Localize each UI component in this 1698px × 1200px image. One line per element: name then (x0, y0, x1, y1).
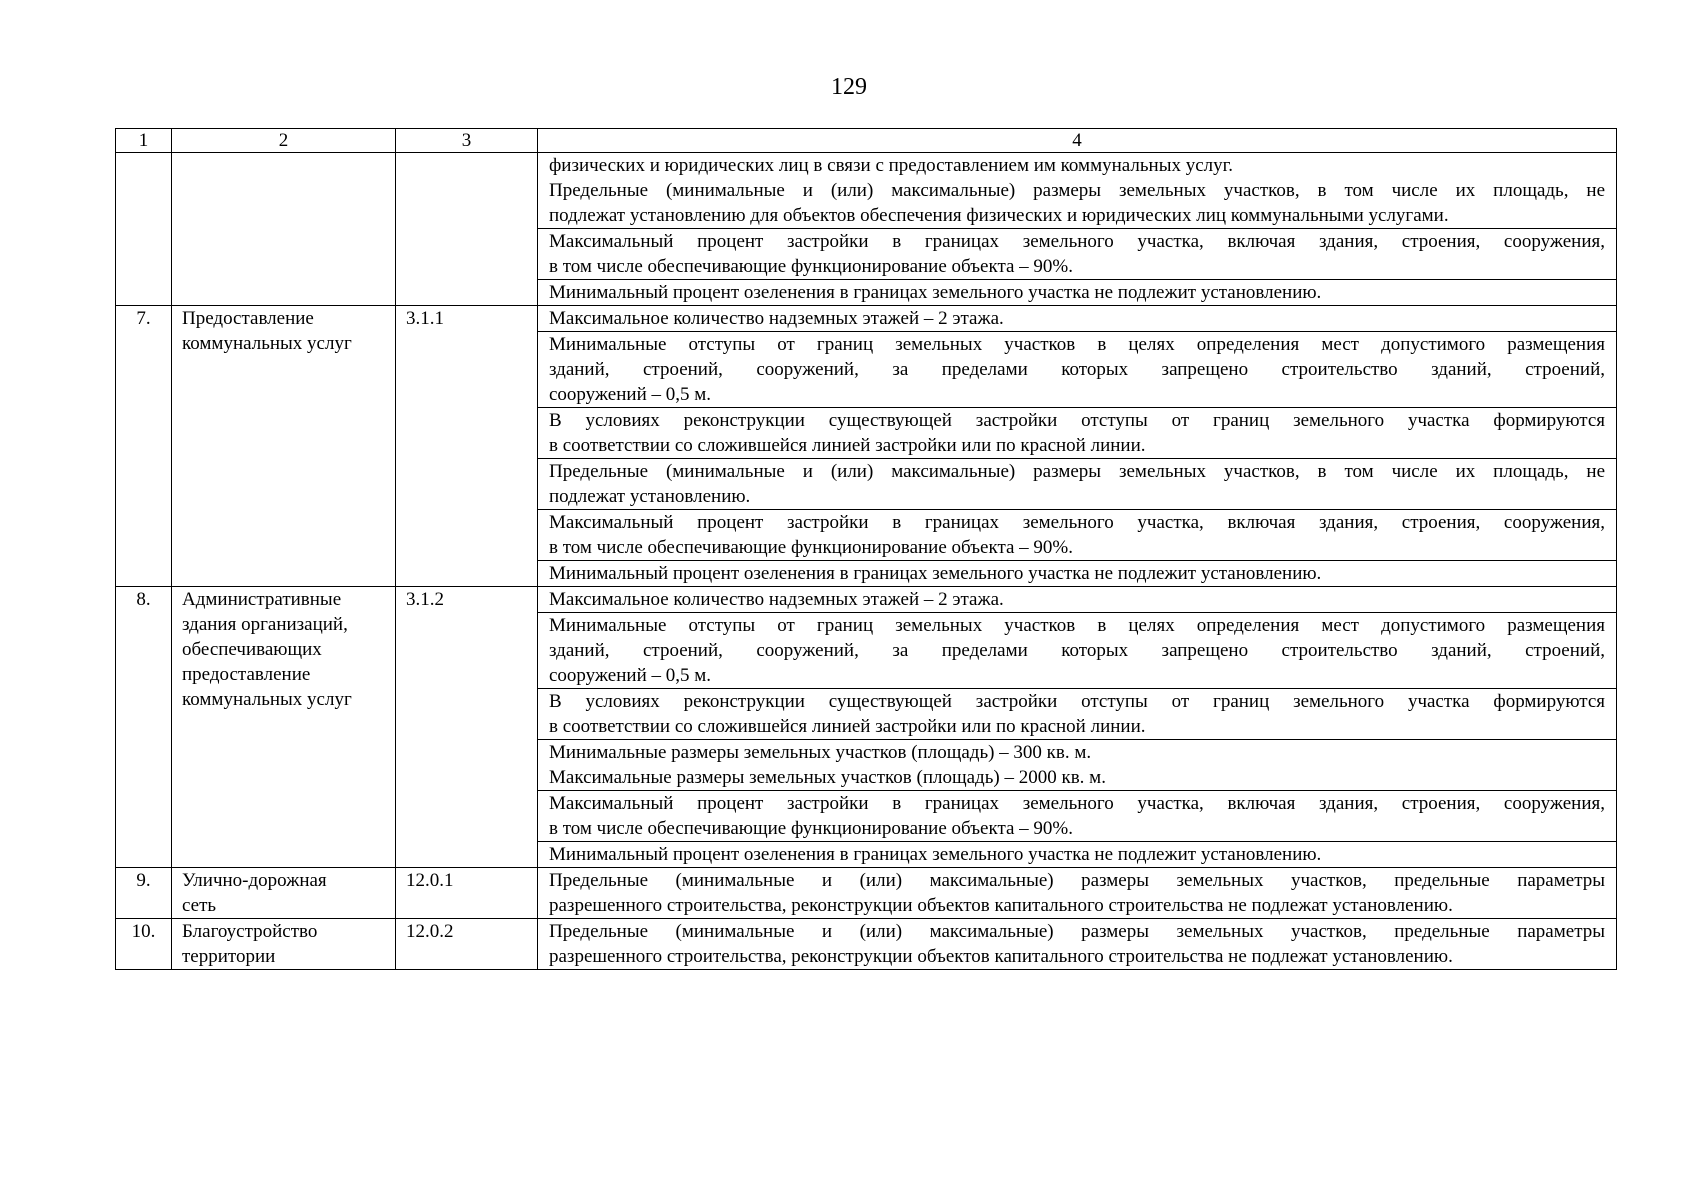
row-number-cell (116, 153, 172, 306)
table-row (116, 587, 1617, 613)
row-name-cell (172, 306, 396, 587)
parameter-line: Минимальный процент озеленения в границах земельного участка не подлежит установлению. (549, 844, 1322, 865)
table-row (116, 306, 1617, 332)
parameter-cell (538, 153, 1617, 229)
parameter-line: Максимальные размеры земельных участков (площадь) – 2000 кв. м. (549, 767, 1106, 788)
parameter-cell (538, 919, 1617, 970)
parameter-cell (538, 306, 1617, 332)
parameter-line: Предельные (минимальные и (или) максимальные) размеры земельных участков, в том числе их площадь, не (549, 461, 1605, 482)
parameter-line: сооружений – 0,5 м. (549, 384, 712, 405)
table-row (116, 868, 1617, 919)
row-number-cell: 8. (116, 587, 172, 868)
parameter-line: Минимальные размеры земельных участков (площадь) – 300 кв. м. (549, 742, 1092, 763)
parameter-cell (538, 842, 1617, 868)
parameter-line: Минимальные отступы от границ земельных участков в целях определения мест допустимого размещения (549, 615, 1605, 636)
parameter-line: Предельные (минимальные и (или) максимальные) размеры земельных участков, в том числе их площадь, не (549, 180, 1605, 201)
row-name-line: коммунальных услуг (182, 333, 352, 354)
parameter-cell (538, 587, 1617, 613)
parameter-line: в соответствии со сложившейся линией застройки или по красной линии. (549, 435, 1146, 456)
parameter-cell (538, 740, 1617, 791)
parameter-line: разрешенного строительства, реконструкции объектов капитального строительства не подлежат установлению. (549, 895, 1453, 916)
table-row (116, 153, 1617, 229)
header-col-2: 2 (172, 129, 396, 153)
parameter-line: Максимальный процент застройки в границах земельного участка, включая здания, строения, сооружения, (549, 793, 1605, 814)
parameter-cell (538, 510, 1617, 561)
parameter-line: подлежат установлению. (549, 486, 751, 507)
header-col-4: 4 (538, 129, 1617, 153)
parameter-line: В условиях реконструкции существующей застройки отступы от границ земельного участка формируются (549, 410, 1605, 431)
table-header-row (116, 129, 1617, 153)
row-number-cell: 9. (116, 868, 172, 919)
row-code-cell: 3.1.1 (396, 306, 538, 587)
row-name-line: Административные (182, 589, 342, 610)
header-col-3: 3 (396, 129, 538, 153)
row-name-line: обеспечивающих (182, 639, 322, 660)
header-col-1: 1 (116, 129, 172, 153)
parameter-line: Предельные (минимальные и (или) максимальные) размеры земельных участков, предельные параметры (549, 870, 1605, 891)
row-code-cell (396, 153, 538, 306)
parameter-line: в том числе обеспечивающие функционирование объекта – 90%. (549, 256, 1074, 277)
parameter-line: Минимальные отступы от границ земельных участков в целях определения мест допустимого размещения (549, 334, 1605, 355)
row-name-line: Предоставление (182, 308, 314, 329)
parameter-line: зданий, строений, сооружений, за пределами которых запрещено строительство зданий, строений, (549, 359, 1605, 380)
parameter-cell (538, 613, 1617, 689)
parameter-line: подлежат установлению для объектов обеспечения физических и юридических лиц коммунальными услугами. (549, 205, 1449, 226)
parameter-line: В условиях реконструкции существующей застройки отступы от границ земельного участка формируются (549, 691, 1605, 712)
parameter-cell (538, 791, 1617, 842)
parameter-cell (538, 561, 1617, 587)
row-code-cell: 12.0.2 (396, 919, 538, 970)
parameter-line: в соответствии со сложившейся линией застройки или по красной линии. (549, 716, 1146, 737)
parameter-line: сооружений – 0,5 м. (549, 665, 712, 686)
parameter-line: Минимальный процент озеленения в границах земельного участка не подлежит установлению. (549, 563, 1322, 584)
parameter-cell (538, 229, 1617, 280)
row-name-cell (172, 919, 396, 970)
row-code-cell: 12.0.1 (396, 868, 538, 919)
row-code-cell: 3.1.2 (396, 587, 538, 868)
row-name-line: Улично-дорожная (182, 870, 327, 891)
page-number: 129 (831, 74, 867, 100)
row-number-cell: 10. (116, 919, 172, 970)
parameter-line: Минимальный процент озеленения в границах земельного участка не подлежит установлению. (549, 282, 1322, 303)
row-name-cell (172, 153, 396, 306)
parameter-cell (538, 280, 1617, 306)
row-name-cell (172, 868, 396, 919)
parameter-cell (538, 408, 1617, 459)
parameter-line: Максимальное количество надземных этажей – 2 этажа. (549, 308, 1004, 329)
parameter-line: Предельные (минимальные и (или) максимальные) размеры земельных участков, предельные параметры (549, 921, 1605, 942)
row-name-line: здания организаций, (182, 614, 348, 635)
parameter-line: физических и юридических лиц в связи с предоставлением им коммунальных услуг. (549, 155, 1234, 176)
parameter-line: разрешенного строительства, реконструкции объектов капитального строительства не подлежат установлению. (549, 946, 1453, 967)
table-row (116, 919, 1617, 970)
row-name-line: предоставление (182, 664, 311, 685)
parameter-cell (538, 689, 1617, 740)
parameter-line: зданий, строений, сооружений, за пределами которых запрещено строительство зданий, строений, (549, 640, 1605, 661)
parameter-line: в том числе обеспечивающие функционирование объекта – 90%. (549, 537, 1074, 558)
parameter-cell (538, 459, 1617, 510)
row-name-line: сеть (182, 895, 217, 916)
parameter-line: Максимальный процент застройки в границах земельного участка, включая здания, строения, сооружения, (549, 512, 1605, 533)
row-name-line: территории (182, 946, 276, 967)
regulations-table (115, 128, 1617, 970)
parameter-line: Максимальный процент застройки в границах земельного участка, включая здания, строения, сооружения, (549, 231, 1605, 252)
row-number-cell: 7. (116, 306, 172, 587)
parameter-cell (538, 332, 1617, 408)
row-name-line: Благоустройство (182, 921, 318, 942)
parameter-cell (538, 868, 1617, 919)
parameter-line: в том числе обеспечивающие функционирование объекта – 90%. (549, 818, 1074, 839)
parameter-line: Максимальное количество надземных этажей – 2 этажа. (549, 589, 1004, 610)
row-name-cell (172, 587, 396, 868)
row-name-line: коммунальных услуг (182, 689, 352, 710)
